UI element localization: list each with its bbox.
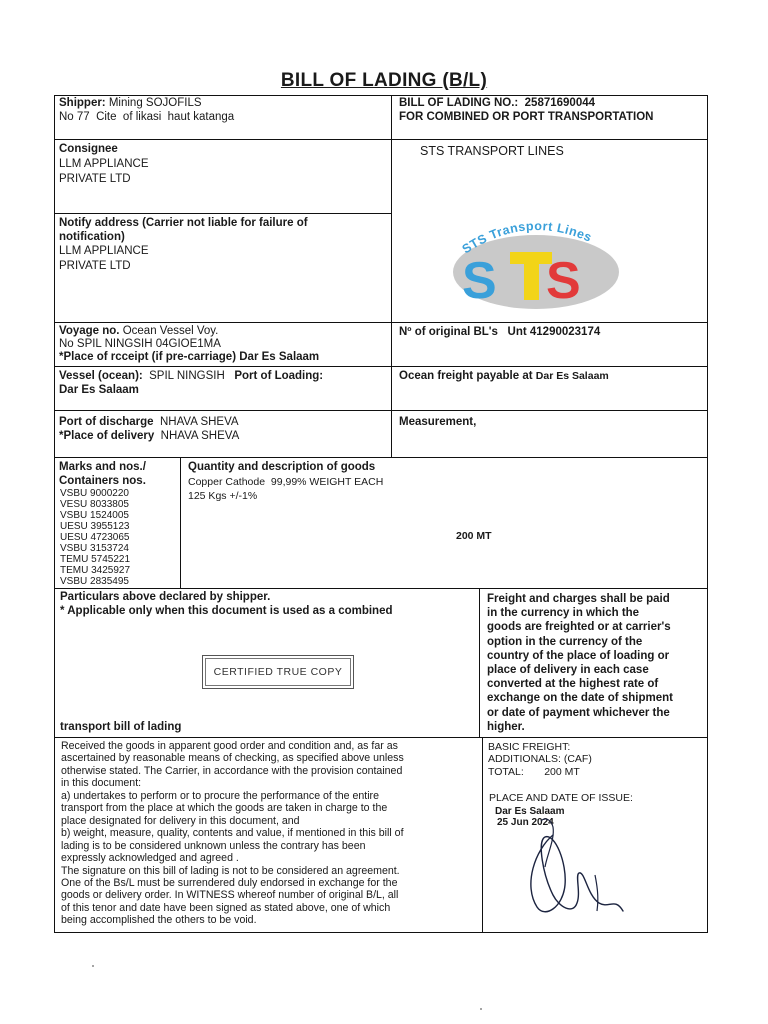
container-number: VSBU 2835495 (60, 576, 129, 587)
terms-line: expressly acknowledged and agreed . (61, 852, 239, 865)
container-number: TEMU 5745221 (60, 554, 131, 565)
freight-terms-line: in the currency in which the (487, 607, 640, 620)
freight-terms (487, 592, 673, 734)
goods-quantity: 200 MT (456, 530, 492, 542)
logo-arc-text: STS Transport Lines (459, 218, 595, 257)
consignee-line-2: PRIVATE LTD (59, 173, 131, 185)
certified-stamp: CERTIFIED TRUE COPY (202, 655, 354, 689)
goods-line-1: Copper Cathode 99,99% WEIGHT EACH (188, 476, 384, 488)
freight-payable-value: Dar Es Salaam (535, 370, 609, 382)
total-field (488, 766, 580, 778)
carrier-name: STS TRANSPORT LINES (420, 144, 564, 158)
voyage-number: No SPIL NINGSIH 04GIOE1MA (59, 338, 221, 350)
container-number: VSBU 1524005 (60, 510, 129, 521)
issue-place: Dar Es Salaam (495, 806, 565, 817)
terms-line: being accomplished the others to be void. (61, 914, 257, 927)
marks-label-1: Marks and nos./ (59, 461, 146, 473)
row-divider (54, 139, 708, 140)
terms-line: b) weight, measure, quality, contents and value, if mentioned in this bill of (61, 827, 404, 840)
terms-line: goods or delivery order. In WITNESS whereof number of original B/L, all (61, 889, 399, 902)
terms-body (61, 740, 404, 927)
freight-terms-line: option in the currency of the (487, 635, 643, 648)
basic-freight-label: BASIC FREIGHT: (488, 741, 571, 753)
row-divider (54, 588, 708, 589)
terms-line: a) undertakes to perform or to procure the performance of the entire (61, 789, 379, 802)
bl-number-field (399, 97, 595, 110)
measurement-label: Measurement, (399, 416, 477, 428)
logo-letter-s-2: S (546, 252, 581, 310)
total-label: TOTAL: (488, 766, 524, 778)
container-number: VSBU 9000220 (60, 488, 129, 499)
discharge-field (59, 416, 239, 429)
total-value: 200 MT (544, 766, 580, 778)
vessel-label: Vessel (ocean): (59, 370, 143, 382)
freight-terms-line: goods are freighted or at carrier's (487, 621, 671, 634)
voyage-label: Voyage no. (59, 325, 120, 337)
notify-label-1: Notify address (Carrier not liable for failure of (59, 217, 308, 229)
terms-line: place designated for delivery in this document, and (61, 814, 300, 827)
loading-value: Dar Es Salaam (59, 384, 139, 396)
freight-payable-field (399, 370, 609, 383)
terms-line: ascertained by reasonable means of checking, as specified above unless (61, 752, 404, 765)
signature (515, 815, 630, 925)
original-bls-label: Nº of original BL's (399, 326, 498, 338)
container-number: VESU 8033805 (60, 499, 129, 510)
additionals-label: ADDITIONALS: (CAF) (488, 753, 592, 765)
original-bls-field (399, 326, 600, 339)
notify-label-2: notification) (59, 231, 125, 243)
freight-terms-line: place of delivery in each case (487, 664, 649, 677)
scan-speck (480, 1008, 482, 1010)
freight-terms-line: Freight and charges shall be paid (487, 593, 670, 605)
row-divider (54, 366, 708, 367)
shipper-address: No 77 Cite of likasi haut katanga (59, 111, 235, 123)
bl-number-label: BILL OF LADING NO.: (399, 97, 519, 109)
terms-line: transport from the place at which the goods are taken in charge to the (61, 802, 388, 815)
delivery-value: NHAVA SHEVA (160, 430, 240, 442)
notify-line-1: LLM APPLIANCE (59, 245, 149, 257)
consignee-line-1: LLM APPLIANCE (59, 158, 149, 170)
freight-terms-line: or date of payment whichever the (487, 706, 670, 719)
discharge-label: Port of discharge (59, 416, 154, 428)
particulars-line-3: transport bill of lading (60, 721, 182, 733)
voyage-value: Ocean Vessel Voy. (122, 325, 219, 337)
notify-line-2: PRIVATE LTD (59, 260, 131, 272)
container-number: UESU 3955123 (60, 521, 130, 532)
container-number: TEMU 3425927 (60, 565, 131, 576)
row-divider (54, 457, 708, 458)
delivery-label: *Place of delivery (59, 430, 155, 442)
logo-t-stem (524, 252, 539, 300)
delivery-field (59, 430, 239, 443)
container-number: UESU 4723065 (60, 532, 130, 543)
document-title: BILL OF LADING (B/L) (280, 70, 488, 91)
terms-line: lading is to be considered unknown unless the contrary has been (61, 839, 366, 852)
freight-terms-line: exchange on the date of shipment (487, 692, 673, 705)
particulars-divider (479, 588, 480, 738)
center-divider (391, 95, 392, 458)
issue-label: PLACE AND DATE OF ISSUE: (489, 792, 633, 804)
shipper-field (59, 97, 202, 110)
goods-line-2: 125 Kgs +/-1% (188, 490, 258, 502)
marks-divider (180, 457, 181, 588)
receipt-label: *Place of rcceipt (if pre-carriage) (59, 351, 237, 363)
vessel-field (59, 370, 323, 383)
original-bls-value: Unt 41290023174 (507, 326, 601, 338)
freight-terms-line: converted at the highest rate of (487, 678, 659, 691)
transport-type: FOR COMBINED OR PORT TRANSPORTATION (399, 111, 654, 123)
signature-stroke (595, 875, 598, 911)
voyage-field (59, 325, 218, 338)
shipper-label: Shipper: (59, 97, 106, 109)
receipt-value: Dar Es Salaam (239, 351, 320, 363)
scan-speck (92, 965, 94, 967)
terms-line: of this tenor and date have been signed as stated above, one of which (61, 901, 391, 914)
receipt-field (59, 351, 319, 364)
marks-label-2: Containers nos. (59, 475, 146, 487)
freight-terms-line: higher. (487, 720, 525, 733)
terms-line: The signature on this bill of lading is not to be considered an agreement. (61, 864, 400, 877)
loading-label: Port of Loading: (234, 370, 324, 382)
shipper-name: Mining SOJOFILS (108, 97, 202, 109)
terms-line: One of the Bs/L must be surrendered duly endorsed in exchange for the (61, 876, 398, 889)
issue-date: 25 Jun 2024 (497, 817, 554, 828)
row-divider (54, 410, 708, 411)
terms-line: in this document: (61, 777, 142, 790)
sts-logo (440, 210, 630, 320)
container-number: VSBU 3153724 (60, 543, 129, 554)
freight-payable-label: Ocean freight payable at (399, 370, 533, 382)
freight-terms-line: country of the place of loading or (487, 649, 670, 662)
terms-line: otherwise stated. The Carrier, in accordance with the provision contained (61, 764, 403, 777)
discharge-value: NHAVA SHEVA (159, 416, 239, 428)
signature-stroke (531, 835, 623, 912)
terms-divider (482, 737, 483, 932)
terms-line: Received the goods in apparent good order and condition and, as far as (61, 740, 398, 752)
row-divider (54, 213, 392, 214)
logo-letter-s: S (462, 252, 497, 310)
consignee-label: Consignee (59, 143, 118, 155)
goods-label: Quantity and description of goods (188, 461, 376, 473)
vessel-name: SPIL NINGSIH (149, 370, 225, 382)
row-divider (54, 322, 708, 323)
row-divider (54, 737, 708, 738)
particulars-line-2: * Applicable only when this document is used as a combined (60, 605, 393, 617)
particulars-line-1: Particulars above declared by shipper. (60, 591, 271, 603)
bl-number: 25871690044 (524, 97, 596, 109)
